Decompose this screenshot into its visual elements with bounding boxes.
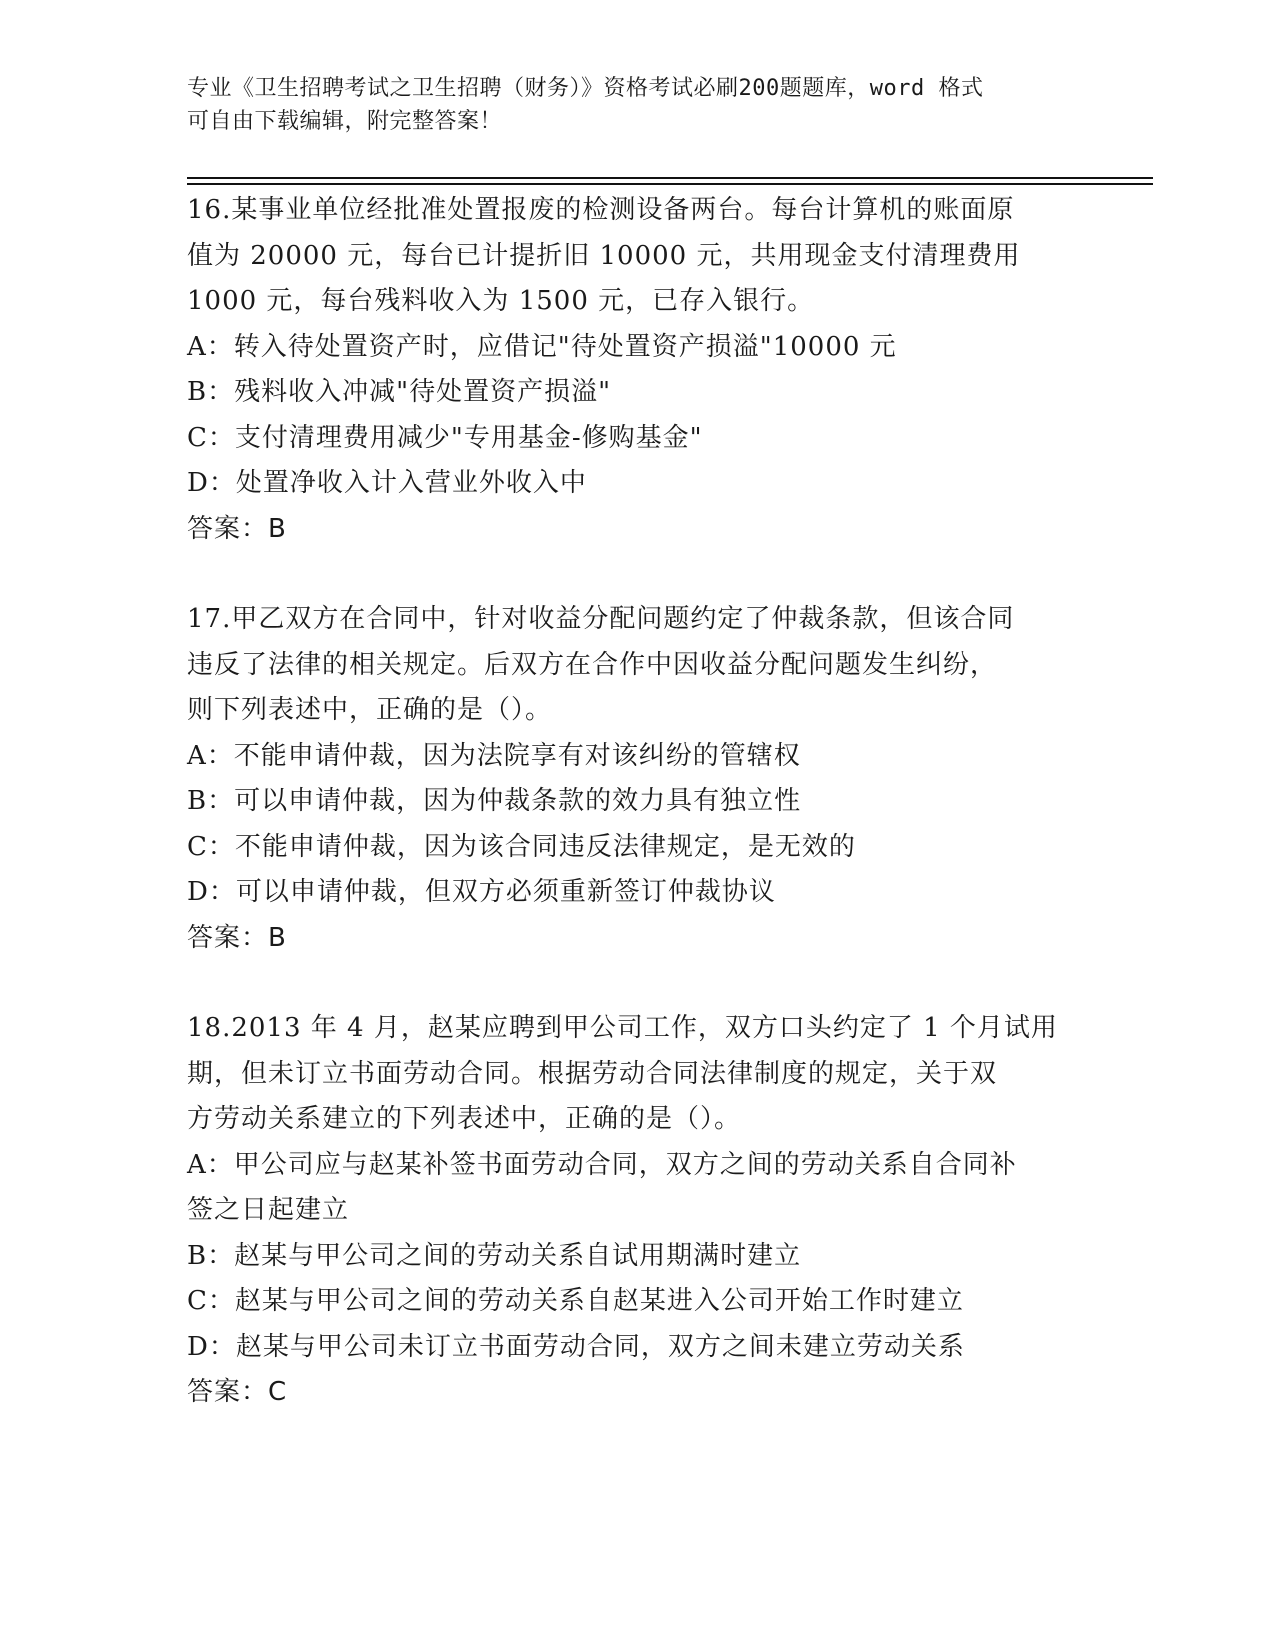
option-d: D：可以申请仲裁，但双方必须重新签订仲裁协议 — [187, 877, 776, 907]
document-header — [187, 72, 1087, 138]
question-stem-line: 值为 20000 元，每台已计提折旧 10000 元，共用现金支付清理费用 — [187, 240, 1021, 271]
question-16 — [187, 188, 1107, 552]
question-stem-line: 1000 元，每台残料收入为 1500 元，已存入银行。 — [187, 286, 815, 316]
option-b: B：赵某与甲公司之间的劳动关系自试用期满时建立 — [187, 1240, 802, 1271]
option-a-continued: 签之日起建立 — [187, 1195, 350, 1225]
option-a: A：不能申请仲裁，因为法院享有对该纠纷的管辖权 — [187, 740, 801, 771]
question-17 — [187, 597, 1107, 961]
option-c: C：赵某与甲公司之间的劳动关系自赵某进入公司开始工作时建立 — [187, 1286, 964, 1316]
option-d: D：处置净收入计入营业外收入中 — [187, 468, 587, 498]
option-d: D：赵某与甲公司未订立书面劳动合同，双方之间未建立劳动关系 — [187, 1331, 965, 1362]
header-divider — [187, 183, 1153, 185]
option-b: B：可以申请仲裁，因为仲裁条款的效力具有独立性 — [187, 786, 802, 816]
option-c: C：不能申请仲裁，因为该合同违反法律规定，是无效的 — [187, 831, 856, 862]
question-stem-line: 16.某事业单位经批准处置报废的检测设备两台。每台计算机的账面原 — [187, 195, 1015, 225]
question-stem-line: 则下列表述中，正确的是（）。 — [187, 695, 553, 725]
answer: 答案：B — [187, 513, 287, 544]
question-stem-line: 17.甲乙双方在合同中，针对收益分配问题约定了仲裁条款，但该合同 — [187, 604, 1015, 634]
option-a: A：甲公司应与赵某补签书面劳动合同，双方之间的劳动关系自合同补 — [187, 1149, 1017, 1180]
option-b: B：残料收入冲减"待处置资产损溢" — [187, 377, 612, 407]
question-stem-line: 违反了法律的相关规定。后双方在合作中因收益分配问题发生纠纷， — [187, 649, 998, 680]
answer: 答案：C — [187, 1377, 288, 1407]
option-a: A：转入待处置资产时，应借记"待处置资产损溢"10000 元 — [187, 331, 897, 362]
answer: 答案：B — [187, 922, 287, 953]
header-line: 可自由下载编辑，附完整答案！ — [187, 109, 503, 134]
option-c: C：支付清理费用减少"专用基金-修购基金" — [187, 422, 703, 453]
question-18 — [187, 1006, 1107, 1416]
header-line: 专业《卫生招聘考试之卫生招聘（财务）》资格考试必刷200题题库，word 格式 — [187, 76, 984, 101]
question-stem-line: 18.2013 年 4 月，赵某应聘到甲公司工作，双方口头约定了 1 个月试用 — [187, 1013, 1058, 1043]
question-stem-line: 方劳动关系建立的下列表述中，正确的是（）。 — [187, 1104, 742, 1134]
question-stem-line: 期，但未订立书面劳动合同。根据劳动合同法律制度的规定，关于双 — [187, 1058, 998, 1089]
header-divider — [187, 177, 1153, 179]
